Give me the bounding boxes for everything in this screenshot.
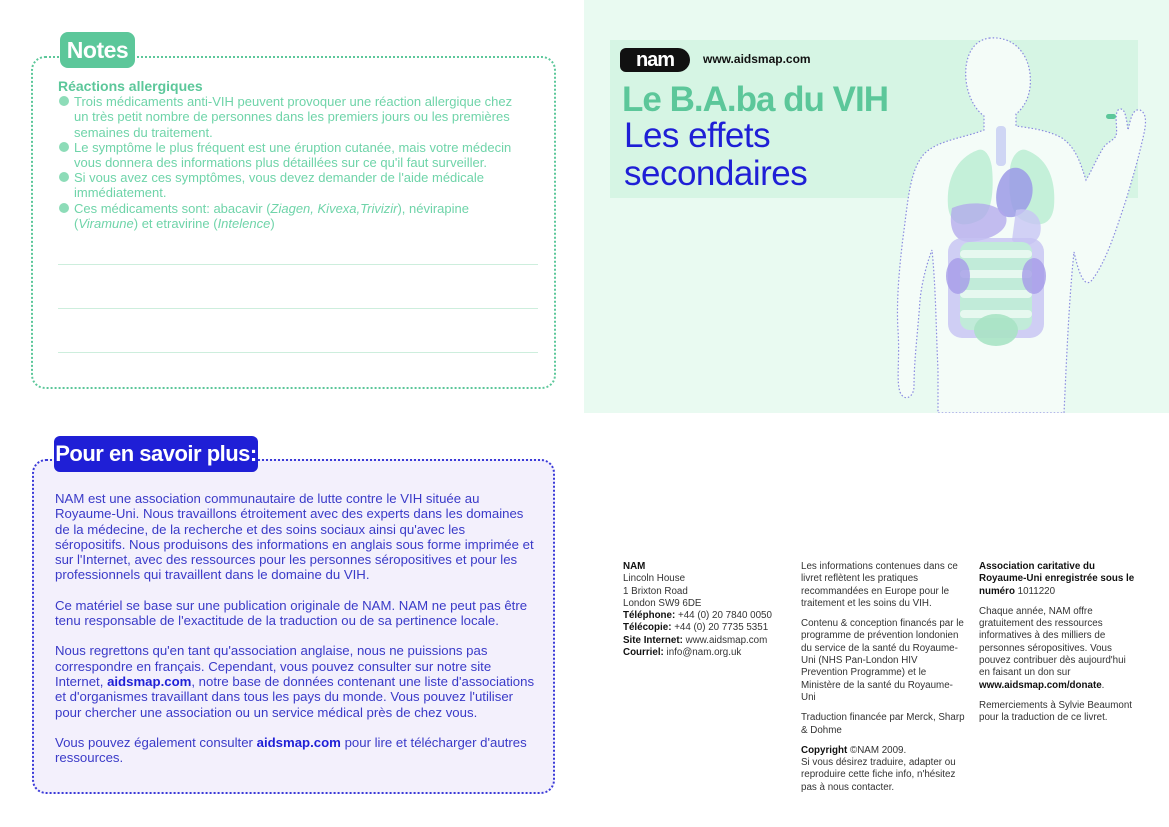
bullet-dot-icon bbox=[59, 142, 69, 152]
info-paragraph: Vous pouvez également consulter aidsmap.com pour lire et télécharger d'autres ressources. bbox=[55, 734, 527, 766]
info-paragraph: NAM est une association communautaire de lutte contre le VIH située au Royaume-Uni. Nous travaillons étroitement avec des experts dans les domaines de la médecine, de la recherche et des soins sociaux ainsi qu'avec les séropositifs. Nous produisons des informations en anglais sous forme imprimée et sur l'Internet, avec des ressources pour les personnes séropositives et pour les professionnels qui travaillent dans le domaine du VIH. bbox=[55, 491, 534, 583]
notes-bullet: Le symptôme le plus fréquent est une éruption cutanée, mais votre médecin vous donnera des informations plus détaillées sur ce qu'il faut surveiller. bbox=[58, 140, 528, 170]
notes-bullet: Ces médicaments sont: abacavir (Ziagen, Kivexa,Trivizir), névirapine (Viramune) et etravirine (Intelence) bbox=[58, 201, 528, 231]
info-paragraph: Ce matériel se base sur une publication originale de NAM. NAM ne peut pas être tenu responsable de l'exactitude de la traduction ou de sa pertinence locale. bbox=[55, 597, 528, 629]
bullet-dot-icon bbox=[59, 96, 69, 106]
note-writing-line bbox=[58, 264, 538, 265]
credits-column: Les informations contenues dans ce livret reflètent les pratiques recommandées en Europe pour le traitement et les soins du VIH. Contenu & conception financés par le programme de prévention londonien du service de la santé du Royaume-Uni (NHS Pan-London HIV Prevention Programme) et le Ministère de la santé du Royaume-Uni Traduction financée par Merck, Sharp & Dohme Copyright ©NAM 2009. Si vous désirez traduire, adapter ou reproduire cette fiche info, n'hésitez pas à nous contacter. bbox=[801, 561, 965, 793]
note-writing-line bbox=[58, 352, 538, 353]
cover-title: Le B.A.ba du VIH bbox=[622, 80, 888, 119]
aidsmap-link[interactable]: aidsmap.com bbox=[256, 734, 341, 750]
bullet-dot-icon bbox=[59, 172, 69, 182]
charity-column: Association caritative du Royaume-Uni enregistrée sous le numéro 1011220 Chaque année, NAM offre gratuitement des ressources informatives à des milliers de personnes séropositives. Vous pouvez contribuer dès aujourd'hui en faisant un don sur www.aidsmap.com/donate. Remerciements à Sylvie Beaumont pour la traduction de ce livret. bbox=[979, 561, 1135, 724]
nam-logo: nam bbox=[620, 48, 690, 72]
cover-url[interactable]: www.aidsmap.com bbox=[703, 52, 811, 66]
aidsmap-link[interactable]: aidsmap.com bbox=[107, 673, 192, 689]
notes-heading: Réactions allergiques bbox=[58, 78, 203, 94]
notes-bullet: Trois médicaments anti-VIH peuvent provoquer une réaction allergique chez un très petit nombre de personnes dans les premiers jours ou les premières semaines du traitement. bbox=[58, 94, 528, 140]
address-column: NAM Lincoln House 1 Brixton Road London SW9 6DE Téléphone: +44 (0) 20 7840 0050 Télécopie: +44 (0) 20 7735 5351 Site Internet: www.aidsmap.com Courriel: info@nam.org.uk bbox=[623, 561, 772, 659]
cover-subtitle: Les effets secondaires bbox=[624, 116, 808, 193]
info-tab: Pour en savoir plus: bbox=[54, 436, 258, 472]
notes-content bbox=[58, 79, 528, 231]
notes-list bbox=[58, 94, 528, 231]
info-paragraph: Nous regrettons qu'en tant qu'association anglaise, nous ne puissions pas correspondre en français. Cependant, vous pouvez consulter sur notre site Internet, aidsmap.com, notre base de données contenant une liste d'associations et d'organismes travaillant dans tous les pays du monde. Vous pouvez l'utiliser pour chercher une association ou un service médical près de chez vous. bbox=[55, 643, 535, 720]
info-content bbox=[55, 491, 535, 780]
human-body-illustration bbox=[880, 30, 1160, 413]
notes-tab: Notes bbox=[60, 32, 135, 68]
note-writing-line bbox=[58, 308, 538, 309]
notes-bullet: Si vous avez ces symptômes, vous devez demander de l'aide médicale immédiatement. bbox=[58, 170, 528, 200]
donate-link[interactable]: www.aidsmap.com/donate bbox=[979, 679, 1102, 691]
bullet-dot-icon bbox=[59, 203, 69, 213]
